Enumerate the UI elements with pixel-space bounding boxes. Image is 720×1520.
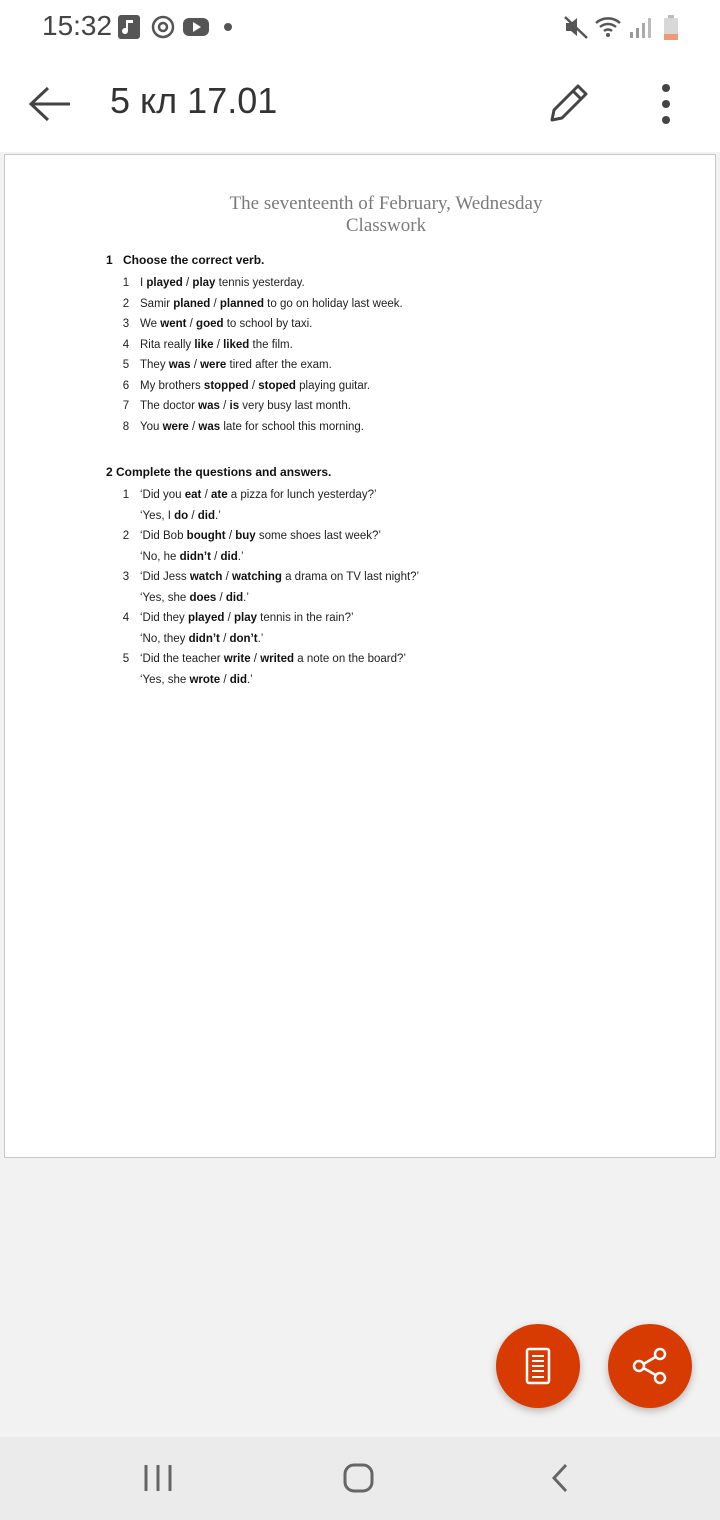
exercise-row <box>106 526 419 547</box>
verb-option: did <box>220 550 238 563</box>
item-number: 6 <box>122 379 130 392</box>
item-number: 8 <box>122 420 130 433</box>
exercise-row <box>106 355 403 376</box>
verb-option: did <box>229 673 247 686</box>
sentence-text: / <box>248 379 259 392</box>
sentence-text: My brothers <box>140 379 204 392</box>
sentence-text: You <box>140 420 163 433</box>
verb-option: did <box>225 591 244 604</box>
sentence-text: to school by taxi. <box>223 318 313 330</box>
mute-icon <box>563 14 589 40</box>
sentence-text: / <box>222 571 233 583</box>
sentence-text: / <box>224 612 234 624</box>
sentence-text: / <box>201 489 211 501</box>
sentence-text: / <box>213 338 224 351</box>
verb-option: writed <box>260 653 295 665</box>
section-2-title: 2 Complete the questions and answers. <box>106 465 332 479</box>
verb-option: watching <box>232 571 282 583</box>
sentence-text: a drama on TV last night?’ <box>281 571 420 583</box>
verb-option: was <box>168 359 191 371</box>
youtube-notification-icon <box>182 14 210 40</box>
exercise-row <box>106 547 419 568</box>
share-button[interactable] <box>608 1324 692 1408</box>
exercise-row <box>106 314 403 335</box>
sentence-text: a pizza for lunch yesterday?’ <box>227 489 377 501</box>
sentence-text: Samir <box>140 297 174 310</box>
sentence-text: ‘Did Jess <box>140 571 190 583</box>
item-number: 3 <box>122 571 130 583</box>
verb-option: did <box>197 509 216 522</box>
sentence-text: ‘Did they <box>140 612 188 624</box>
status-bar <box>0 0 720 56</box>
exercise-row <box>106 485 419 506</box>
sentence-text: / <box>210 550 221 563</box>
sentence-text: I <box>140 277 147 289</box>
exercise-row <box>106 396 403 417</box>
sentence-text: tennis in the rain?’ <box>256 612 354 624</box>
verb-option: play <box>192 277 216 289</box>
verb-option: played <box>146 277 183 289</box>
verb-option: do <box>174 509 189 522</box>
verb-option: went <box>160 318 187 330</box>
sentence-text: / <box>182 277 193 289</box>
verb-option: eat <box>184 489 202 501</box>
verb-option: played <box>187 612 225 624</box>
sentence-text: / <box>225 530 236 542</box>
sentence-text: ‘No, they <box>140 632 189 645</box>
document-heading <box>5 193 720 237</box>
document-page[interactable] <box>4 154 716 1158</box>
sentence-text: very busy last month. <box>239 400 351 412</box>
exercise-row <box>106 567 419 588</box>
verb-option: didn’t <box>179 550 211 563</box>
share-icon <box>630 1346 670 1386</box>
sentence-text: ‘No, he <box>140 550 180 563</box>
sentence-text: late for school this morning. <box>220 420 364 433</box>
sentence-text: .’ <box>243 591 249 604</box>
verb-option: goed <box>196 318 224 330</box>
sentence-text: ‘Yes, I <box>140 509 175 522</box>
item-number: 2 <box>122 297 130 310</box>
sentence-text: .’ <box>257 632 264 645</box>
verb-option: were <box>200 359 227 371</box>
document-title: 5 кл 17.01 <box>110 80 278 121</box>
home-icon[interactable] <box>342 1461 376 1495</box>
sentence-text: tennis yesterday. <box>215 277 305 289</box>
signal-icon <box>628 14 652 40</box>
sentence-text: / <box>210 297 220 310</box>
sentence-text: / <box>190 359 201 371</box>
battery-icon <box>662 14 680 42</box>
exercise-row <box>106 649 419 670</box>
sentence-text: / <box>188 420 199 433</box>
verb-option: bought <box>186 530 226 542</box>
verb-option: planned <box>219 297 264 310</box>
section-1-number: 1 <box>106 253 113 267</box>
more-options-icon[interactable] <box>650 80 682 128</box>
verb-option: write <box>223 653 251 665</box>
heading-classwork: Classwork <box>345 215 427 236</box>
verb-option: like <box>194 338 214 351</box>
back-arrow-icon[interactable] <box>26 82 74 126</box>
sentence-text: .’ <box>246 673 253 686</box>
verb-option: stoped <box>258 379 296 392</box>
sentence-text: / <box>186 318 197 330</box>
sentence-text: playing guitar. <box>295 379 371 392</box>
sentence-text: .’ <box>237 550 244 563</box>
verb-option: buy <box>235 530 256 542</box>
verb-option: don’t <box>229 632 258 645</box>
verb-option: liked <box>223 338 250 351</box>
wifi-icon <box>594 14 624 40</box>
heading-date: The seventeenth of February, Wednesday <box>229 193 543 214</box>
exercise-row <box>106 670 419 691</box>
recent-apps-icon[interactable] <box>142 1461 174 1495</box>
verb-option: was <box>198 400 220 412</box>
more-notifications-dot-icon <box>222 14 234 40</box>
reading-view-button[interactable] <box>496 1324 580 1408</box>
verb-option: didn’t <box>188 632 220 645</box>
sentence-text: ‘Yes, she <box>140 673 190 686</box>
verb-option: is <box>229 400 240 412</box>
sentence-text: / <box>219 400 230 412</box>
verb-option: was <box>198 420 221 433</box>
item-number: 5 <box>122 359 130 371</box>
verb-option: watch <box>189 571 223 583</box>
item-number: 7 <box>122 400 130 412</box>
back-nav-icon[interactable] <box>548 1461 572 1495</box>
sentence-text: / <box>216 591 226 604</box>
sentence-text: ‘Did Bob <box>140 530 187 542</box>
verb-option: were <box>162 420 189 433</box>
exercise-row <box>106 335 403 356</box>
sentence-text: .’ <box>215 509 221 522</box>
exercise-row <box>106 294 403 315</box>
exercise-row <box>106 376 403 397</box>
item-number: 1 <box>122 489 130 501</box>
item-number: 5 <box>122 653 130 665</box>
verb-option: wrote <box>189 673 221 686</box>
sentence-text: a note on the board?’ <box>294 653 406 665</box>
sentence-text: They <box>140 359 169 371</box>
sentence-text: / <box>220 673 230 686</box>
section-1-title <box>106 253 264 267</box>
exercise-row <box>106 417 403 438</box>
music-notification-icon <box>117 14 141 40</box>
exercise-row <box>106 273 403 294</box>
sentence-text: ‘Yes, she <box>140 591 190 604</box>
sentence-text: ‘Did the teacher <box>140 653 224 665</box>
verb-option: play <box>233 612 257 624</box>
verb-option: stopped <box>203 379 249 392</box>
verb-option: does <box>189 591 217 604</box>
app-bar <box>0 56 720 152</box>
item-number: 4 <box>122 338 130 351</box>
status-time: 15:32 <box>42 10 113 41</box>
exercise-1-list <box>106 273 403 437</box>
sentence-text: the film. <box>249 338 293 351</box>
sentence-text: ‘Did you <box>140 489 185 501</box>
exercise-row <box>106 506 419 527</box>
sentence-text: tired after the exam. <box>226 359 332 371</box>
exercise-row <box>106 608 419 629</box>
sentence-text: / <box>219 632 230 645</box>
edit-pencil-icon[interactable] <box>544 80 592 128</box>
sentence-text: The doctor <box>140 400 199 412</box>
system-nav-bar <box>0 1437 720 1520</box>
item-number: 2 <box>122 530 130 542</box>
item-number: 4 <box>122 612 130 624</box>
sentence-text: / <box>188 509 198 522</box>
exercise-row <box>106 588 419 609</box>
sentence-text: / <box>250 653 261 665</box>
section-1-title-text: Choose the correct verb. <box>123 253 265 267</box>
sentence-text: We <box>140 318 161 330</box>
verb-option: planed <box>173 297 211 310</box>
sentence-text: some shoes last week?’ <box>255 530 381 542</box>
sync-notification-icon <box>150 14 176 40</box>
exercise-row <box>106 629 419 650</box>
sentence-text: Rita really <box>140 338 195 351</box>
reading-view-icon <box>518 1346 558 1386</box>
sentence-text: to go on holiday last week. <box>263 297 403 310</box>
item-number: 1 <box>122 277 130 289</box>
verb-option: ate <box>210 489 228 501</box>
item-number: 3 <box>122 318 130 330</box>
exercise-2-list <box>106 485 419 690</box>
